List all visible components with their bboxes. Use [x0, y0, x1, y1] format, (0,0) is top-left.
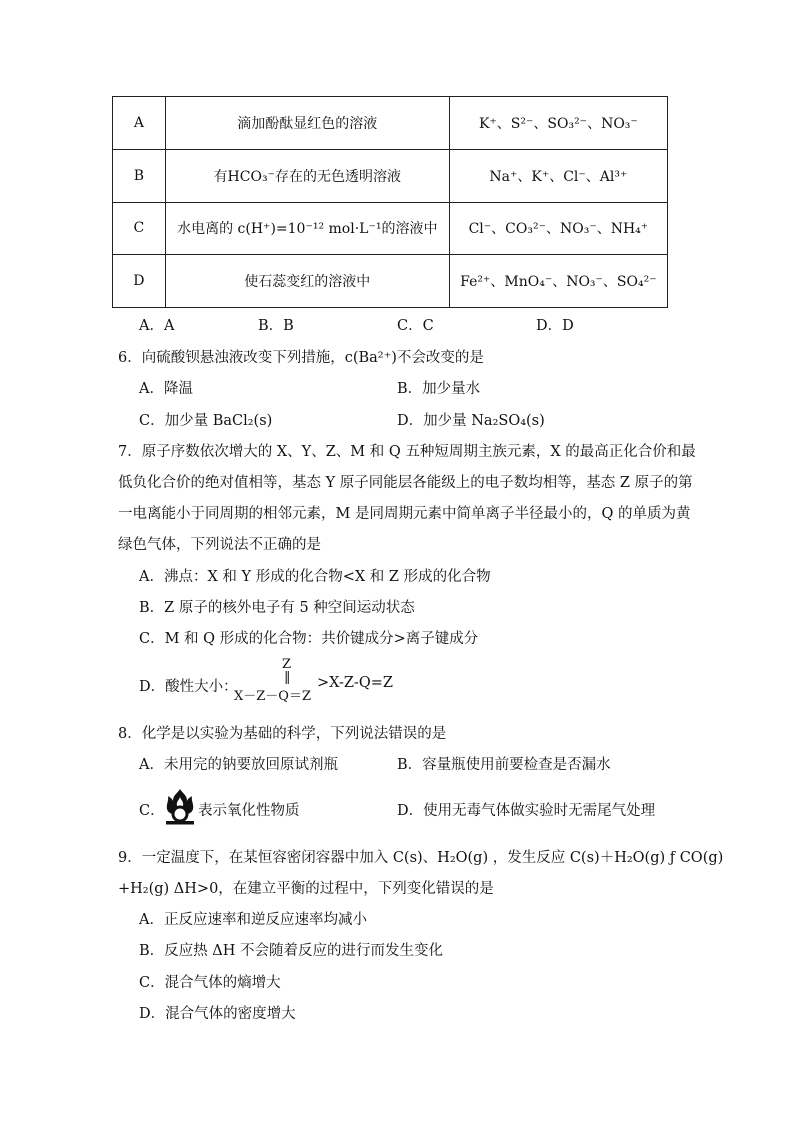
row-ions: Na⁺、K⁺、Cl⁻、Al³⁺: [449, 149, 667, 202]
q6-option-b: B．加少量水: [397, 381, 481, 397]
struct-main-chain: X－Z－Q＝Z: [234, 689, 311, 704]
oxidizer-hazard-icon: [163, 787, 197, 825]
q8-option-a: A．未用完的钠要放回原试剂瓶: [139, 757, 338, 773]
row-label: A: [113, 97, 166, 150]
row-ions: K⁺、S²⁻、SO₃²⁻、NO₃⁻: [449, 97, 667, 150]
q6-option-a: A．降温: [139, 381, 193, 397]
q7-option-b: B．Z 原子的核外电子有 5 种空间运动状态: [139, 600, 415, 616]
struct-top-atom: Z: [282, 657, 292, 672]
q8-option-b: B．容量瓶使用前要检查是否漏水: [397, 757, 611, 773]
q7-option-d-prefix: D．酸性大小：: [139, 679, 238, 695]
table-row: [113, 202, 668, 255]
row-ions: Cl⁻、CO₃²⁻、NO₃⁻、NH₄⁺: [449, 202, 667, 255]
q9-option-c: C．混合气体的熵增大: [139, 975, 281, 991]
q9-stem-line-2: +H₂(g) ΔH>0，在建立平衡的过程中，下列变化错误的是: [118, 881, 494, 897]
structural-formula: [234, 657, 324, 704]
q7-stem-line-2: 低负化合价的绝对值相等，基态 Y 原子同能层各能级上的电子数均相等，基态 Z 原子的第: [118, 475, 693, 491]
struct-double-bond: ‖: [284, 670, 291, 685]
q9-option-d: D．混合气体的密度增大: [139, 1006, 296, 1022]
q8-option-c-prefix: C．: [139, 803, 165, 819]
q5-choice-a: A．A: [139, 318, 175, 334]
q9-option-b: B．反应热 ΔH 不会随着反应的进行而发生变化: [139, 943, 443, 959]
q5-choice-b: B．B: [258, 318, 294, 334]
q6-option-c: C．加少量 BaCl₂(s): [139, 413, 273, 429]
q7-stem-line-1: 7．原子序数依次增大的 X、Y、Z、M 和 Q 五种短周期主族元素，X 的最高正化合价和最: [118, 444, 696, 460]
row-ions: Fe²⁺、MnO₄⁻、NO₃⁻、SO₄²⁻: [449, 255, 667, 308]
table-row: [113, 97, 668, 150]
q9-option-a: A．正反应速率和逆反应速率均减小: [139, 912, 367, 928]
row-condition: 滴加酚酞显红色的溶液: [165, 97, 449, 150]
q8-option-c-suffix: 表示氧化性物质: [198, 803, 300, 819]
row-condition: 使石蕊变红的溶液中: [165, 255, 449, 308]
q9-stem-line-1: 9．一定温度下，在某恒容密闭容器中加入 C(s)、H₂O(g) ，发生反应 C(s)＋H₂O(g) ƒ CO(g): [118, 850, 724, 866]
q7-option-d-suffix: >X-Z-Q=Z: [317, 675, 393, 691]
q5-choice-d: D．D: [536, 318, 574, 334]
table-row: [113, 255, 668, 308]
q6-option-d: D．加少量 Na₂SO₄(s): [397, 413, 545, 429]
q7-stem-line-4: 绿色气体，下列说法不正确的是: [118, 537, 321, 553]
table-row: [113, 149, 668, 202]
q7-stem-line-3: 一电离能小于同周期的相邻元素，M 是同周期元素中简单离子半径最小的，Q 的单质为黄: [118, 506, 691, 522]
row-label: B: [113, 149, 166, 202]
q7-option-a: A．沸点：X 和 Y 形成的化合物<X 和 Z 形成的化合物: [139, 569, 491, 585]
q8-stem: 8．化学是以实验为基础的科学，下列说法错误的是: [118, 726, 447, 742]
q7-option-c: C．M 和 Q 形成的化合物：共价键成分>离子键成分: [139, 631, 479, 647]
row-condition: 水电离的 c(H⁺)=10⁻¹² mol·L⁻¹的溶液中: [165, 202, 449, 255]
q6-stem: 6．向硫酸钡悬浊液改变下列措施，c(Ba²⁺)不会改变的是: [118, 350, 484, 366]
row-label: D: [113, 255, 166, 308]
row-condition: 有HCO₃⁻存在的无色透明溶液: [165, 149, 449, 202]
q5-choice-c: C．C: [397, 318, 434, 334]
row-label: C: [113, 202, 166, 255]
ion-coexistence-table: [112, 96, 668, 308]
q8-option-d: D．使用无毒气体做实验时无需尾气处理: [397, 803, 656, 819]
